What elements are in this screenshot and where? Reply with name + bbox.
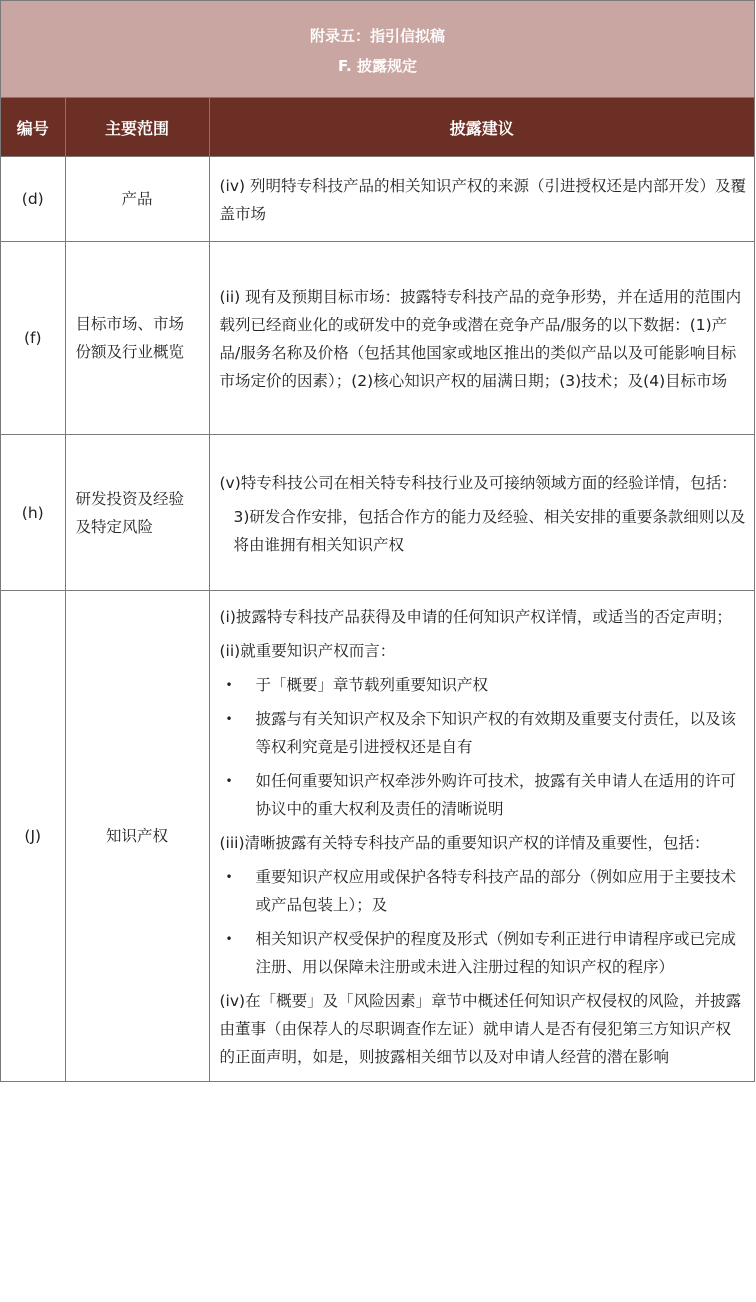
bullet-text: 披露与有关知识产权及余下知识产权的有效期及重要支付责任，以及该等权利究竟是引进授权还是自有 (255, 710, 737, 756)
title-band (1, 1, 754, 98)
bullet-text: 于「概要」章节载列重要知识产权 (255, 676, 489, 694)
column-header-code: 编号 (1, 98, 65, 157)
detail-paragraph: (i)披露特专科技产品获得及申请的任何知识产权详情，或适当的否定声明； (219, 608, 732, 626)
bullet-item (220, 705, 747, 761)
detail-paragraph: (v)特专科技公司在相关特专科技行业及可接纳领域方面的经验详情，包括： (219, 473, 737, 492)
row-scope: 产品 (65, 157, 209, 242)
detail-paragraph: (iii)清晰披露有关特专科技产品的重要知识产权的详情及重要性，包括： (219, 834, 710, 852)
row-detail (209, 435, 754, 591)
bullet-text: 重要知识产权应用或保护各特专科技产品的部分（例如应用于主要技术或产品包装上）；及 (255, 868, 737, 914)
table-row (1, 591, 754, 1082)
bullet-item (220, 767, 747, 823)
row-detail (209, 242, 754, 435)
bullet-icon: • (225, 932, 233, 946)
row-scope: 研发投资及经验及特定风险 (65, 435, 209, 591)
column-header-detail: 披露建议 (209, 98, 754, 157)
detail-paragraph: (iv)在「概要」及「风险因素」章节中概述任何知识产权侵权的风险，并披露由董事（由保荐人的尽职调查作左证）就申请人是否有侵犯第三方知识产权的正面声明，如是，则披露相关细节以及对申请人经营的潜在影响 (219, 992, 742, 1066)
detail-paragraph: (ii)就重要知识产权而言： (219, 642, 396, 660)
bullet-icon: • (225, 870, 233, 884)
bullet-item (220, 671, 747, 699)
row-code: (h) (1, 435, 65, 591)
detail-subparagraph: 3)研发合作安排，包括合作方的能力及经验、相关安排的重要条款细则以及将由谁拥有相关知识产权 (233, 507, 746, 554)
row-scope: 目标市场、市场份额及行业概览 (65, 242, 209, 435)
document-subtitle: F. 披露规定 (338, 57, 417, 75)
bullet-icon: • (225, 678, 233, 692)
table-row (1, 242, 754, 435)
bullet-icon: • (225, 774, 233, 788)
row-detail (209, 157, 754, 242)
row-code: (d) (1, 157, 65, 242)
detail-paragraph: (iv) 列明特专科技产品的相关知识产权的来源（引进授权还是内部开发）及覆盖市场 (219, 177, 747, 223)
disclosure-table (1, 98, 754, 1081)
table-header-row (1, 98, 754, 157)
bullet-text: 相关知识产权受保护的程度及形式（例如专利正进行申请程序或已完成注册、用以保障未注册或未进入注册过程的知识产权的程序） (255, 930, 737, 976)
row-detail (209, 591, 754, 1082)
column-header-scope: 主要范围 (65, 98, 209, 157)
detail-paragraph: (ii) 现有及预期目标市场：披露特专科技产品的竞争形势，并在适用的范围内载列已经商业化的或研发中的竞争或潜在竞争产品/服务的以下数据：(1)产品/服务名称及价格（包括其他国家或地区推出的类似产品以及可能影响目标市场定价的因素）；(2)核心知识产权的届满日期；(3)技术；及(4)目标市场 (219, 288, 742, 390)
document-title: 附录五：指引信拟稿 (309, 27, 445, 45)
table-row (1, 435, 754, 591)
row-scope: 知识产权 (65, 591, 209, 1082)
bullet-icon: • (225, 712, 233, 726)
table-row (1, 157, 754, 242)
bullet-item (220, 863, 747, 919)
bullet-item (220, 925, 747, 981)
row-code: (f) (1, 242, 65, 435)
row-code: (J) (1, 591, 65, 1082)
bullet-text: 如任何重要知识产权牵涉外购许可技术，披露有关申请人在适用的许可协议中的重大权利及责任的清晰说明 (255, 772, 737, 818)
